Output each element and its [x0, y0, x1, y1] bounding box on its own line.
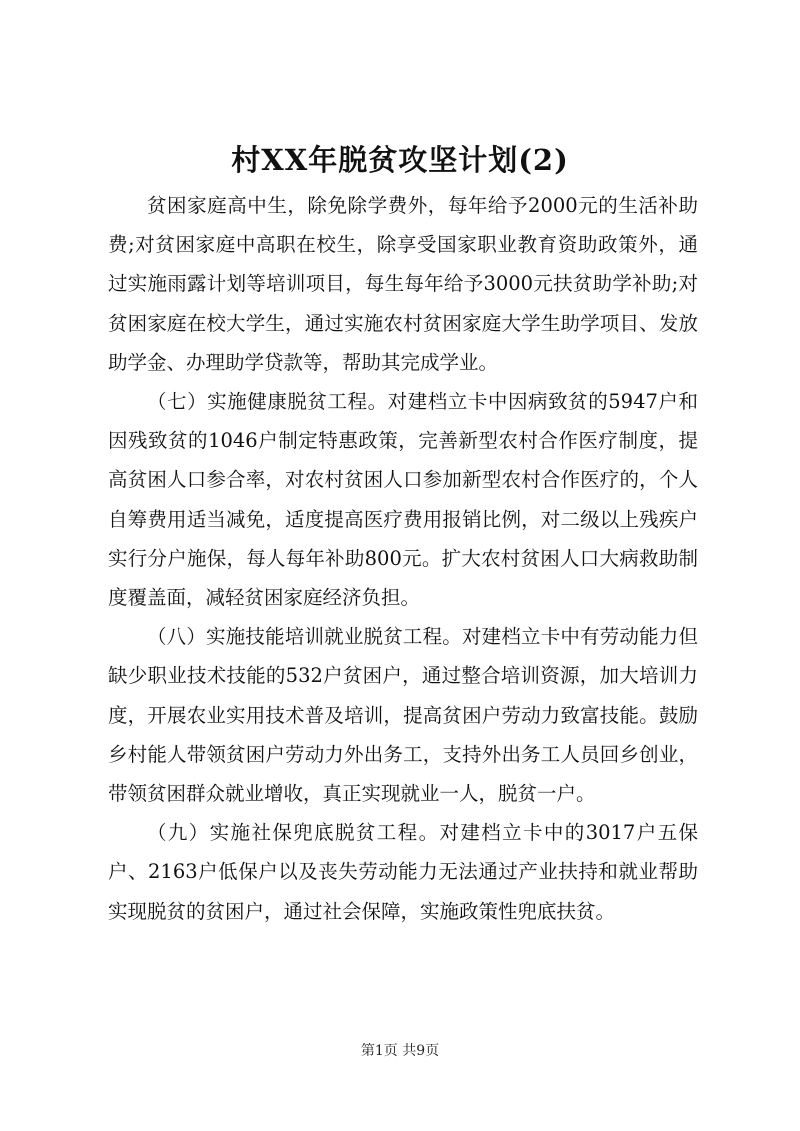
page-footer: 第1页 共9页 [360, 1043, 440, 1059]
paragraph-health-poverty: （七）实施健康脱贫工程。对建档立卡中因病致贫的5947户和因残致贫的1046户制定特惠政策，完善新型农村合作医疗制度，提高贫困人口参合率，对农村贫困人口参加新型农村合作医疗的，个人自筹费用适当减免，适度提高医疗费用报销比例，对二级以上残疾户实行分户施保，每人每年补助800元。扩大农村贫困人口大病救助制度覆盖面，减轻贫困家庭经济负担。 [108, 390, 698, 610]
document-body [108, 186, 698, 931]
paragraph-skills-training: （八）实施技能培训就业脱贫工程。对建档立卡中有劳动能力但缺少职业技术技能的532户贫困户，通过整合培训资源，加大培训力度，开展农业实用技术普及培训，提高贫困户劳动力致富技能。鼓励乡村能人带领贫困户劳动力外出务工，支持外出务工人员回乡创业，带领贫困群众就业增收，真正实现就业一人，脱贫一户。 [108, 625, 698, 806]
paragraph-social-security: （九）实施社保兜底脱贫工程。对建档立卡中的3017户五保户、2163户低保户以及丧失劳动能力无法通过产业扶持和就业帮助实现脱贫的贫困户，通过社会保障，实施政策性兜底扶贫。 [108, 821, 698, 923]
paragraph-education-subsidy: 贫困家庭高中生，除免除学费外，每年给予2000元的生活补助费;对贫困家庭中高职在校生，除享受国家职业教育资助政策外，通过实施雨露计划等培训项目，每生每年给予3000元扶贫助学补助;对贫困家庭在校大学生，通过实施农村贫困家庭大学生助学项目、发放助学金、办理助学贷款等，帮助其完成学业。 [108, 194, 698, 374]
page-title: 村XX年脱贫攻坚计划(2) [231, 143, 569, 177]
